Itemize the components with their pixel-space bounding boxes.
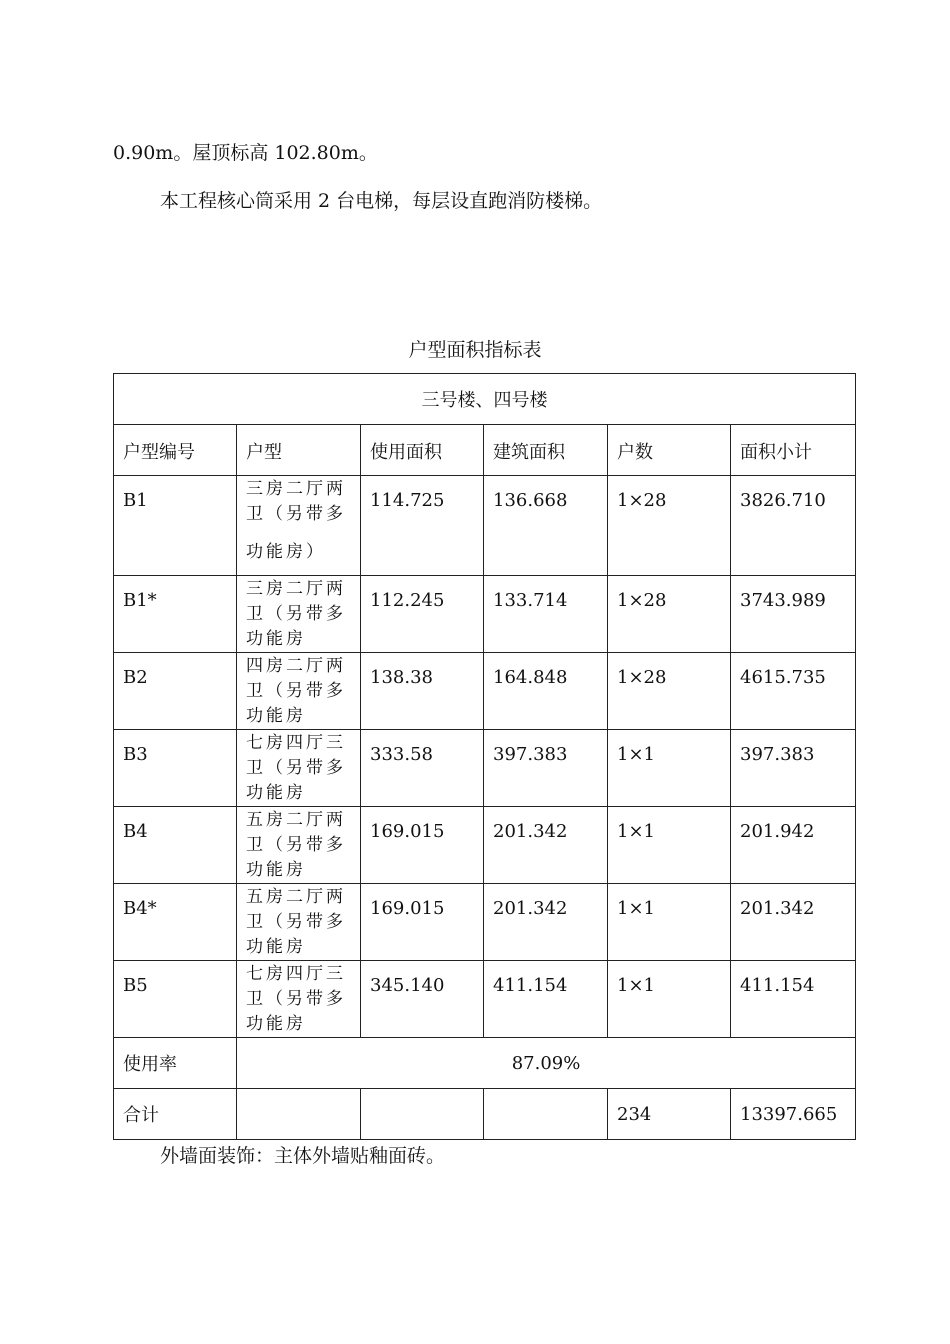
unit-code-cell: B2 (114, 653, 237, 730)
total-row (114, 1089, 856, 1140)
usage-rate-label: 使用率 (114, 1038, 237, 1089)
unit-type-line: 卫（另带多 (246, 912, 346, 932)
total-label: 合计 (114, 1089, 237, 1140)
unit-type-cell (237, 476, 361, 576)
header-subtotal: 面积小计 (731, 425, 856, 476)
unit-type-line: 功能房 (246, 937, 306, 957)
unit-type-line: 卫（另带多 (246, 504, 346, 524)
unit-type-cell (237, 730, 361, 807)
table-row (114, 653, 856, 730)
built-area-cell: 133.714 (484, 576, 608, 653)
total-usable-empty (361, 1089, 484, 1140)
total-type-empty (237, 1089, 361, 1140)
unit-type-line: 卫（另带多 (246, 681, 346, 701)
unit-type-cell (237, 961, 361, 1038)
unit-type-line: 五房二厅两 (246, 810, 346, 830)
unit-type-line: 卫（另带多 (246, 989, 346, 1009)
unit-code-cell: B4 (114, 807, 237, 884)
table-row (114, 730, 856, 807)
header-type: 户型 (237, 425, 361, 476)
table-row (114, 576, 856, 653)
usable-area-cell: 169.015 (361, 807, 484, 884)
area-subtotal-cell: 201.342 (731, 884, 856, 961)
unit-code-cell: B4* (114, 884, 237, 961)
unit-count-cell: 1×28 (608, 576, 731, 653)
table-row (114, 884, 856, 961)
paragraph-facade: 外墙面装饰：主体外墙贴釉面砖。 (160, 1145, 446, 1167)
unit-count-cell: 1×1 (608, 961, 731, 1038)
unit-code-cell: B3 (114, 730, 237, 807)
unit-count-cell: 1×28 (608, 653, 731, 730)
built-area-cell: 164.848 (484, 653, 608, 730)
area-subtotal-cell: 397.383 (731, 730, 856, 807)
unit-type-cell (237, 884, 361, 961)
unit-type-line: 三房二厅两 (246, 479, 346, 499)
built-area-cell: 201.342 (484, 807, 608, 884)
header-built-area: 建筑面积 (484, 425, 608, 476)
paragraph-elevator: 本工程核心筒采用 2 台电梯，每层设直跑消防楼梯。 (160, 190, 603, 212)
unit-type-line: 五房二厅两 (246, 887, 346, 907)
built-area-cell: 397.383 (484, 730, 608, 807)
usage-rate-row (114, 1038, 856, 1089)
unit-count-cell: 1×1 (608, 884, 731, 961)
unit-type-line: 功能房） (246, 542, 326, 562)
unit-type-line: 功能房 (246, 1014, 306, 1034)
unit-type-line: 功能房 (246, 783, 306, 803)
area-index-table (113, 373, 856, 1140)
area-subtotal-cell: 3743.989 (731, 576, 856, 653)
unit-type-cell (237, 653, 361, 730)
usable-area-cell: 112.245 (361, 576, 484, 653)
usable-area-cell: 169.015 (361, 884, 484, 961)
table-row (114, 961, 856, 1038)
unit-count-cell: 1×1 (608, 807, 731, 884)
area-subtotal-cell: 201.942 (731, 807, 856, 884)
built-area-cell: 136.668 (484, 476, 608, 576)
header-row (114, 425, 856, 476)
area-subtotal-cell: 4615.735 (731, 653, 856, 730)
unit-count-cell: 1×28 (608, 476, 731, 576)
unit-count-cell: 1×1 (608, 730, 731, 807)
paragraph-elevation: 0.90m。屋顶标高 102.80m。 (113, 142, 378, 164)
unit-type-line: 功能房 (246, 860, 306, 880)
unit-type-line: 七房四厅三 (246, 733, 346, 753)
header-units: 户数 (608, 425, 731, 476)
unit-type-line: 卫（另带多 (246, 604, 346, 624)
total-built-empty (484, 1089, 608, 1140)
area-subtotal-cell: 3826.710 (731, 476, 856, 576)
unit-type-line: 功能房 (246, 706, 306, 726)
total-subtotal: 13397.665 (731, 1089, 856, 1140)
unit-code-cell: B5 (114, 961, 237, 1038)
unit-code-cell: B1 (114, 476, 237, 576)
usable-area-cell: 345.140 (361, 961, 484, 1038)
usable-area-cell: 138.38 (361, 653, 484, 730)
unit-type-line: 三房二厅两 (246, 579, 346, 599)
table-caption: 户型面积指标表 (408, 339, 542, 361)
unit-type-line: 功能房 (246, 629, 306, 649)
usable-area-cell: 114.725 (361, 476, 484, 576)
unit-type-cell (237, 576, 361, 653)
table-row (114, 476, 856, 576)
unit-type-cell (237, 807, 361, 884)
built-area-cell: 411.154 (484, 961, 608, 1038)
unit-type-line: 七房四厅三 (246, 964, 346, 984)
unit-type-line: 四房二厅两 (246, 656, 346, 676)
total-units: 234 (608, 1089, 731, 1140)
usage-rate-value: 87.09% (237, 1038, 856, 1089)
unit-code-cell: B1* (114, 576, 237, 653)
header-code: 户型编号 (114, 425, 237, 476)
table-row (114, 807, 856, 884)
area-subtotal-cell: 411.154 (731, 961, 856, 1038)
header-usable-area: 使用面积 (361, 425, 484, 476)
unit-type-line: 卫（另带多 (246, 758, 346, 778)
usable-area-cell: 333.58 (361, 730, 484, 807)
building-group-title: 三号楼、四号楼 (114, 374, 856, 425)
built-area-cell: 201.342 (484, 884, 608, 961)
unit-type-line: 卫（另带多 (246, 835, 346, 855)
